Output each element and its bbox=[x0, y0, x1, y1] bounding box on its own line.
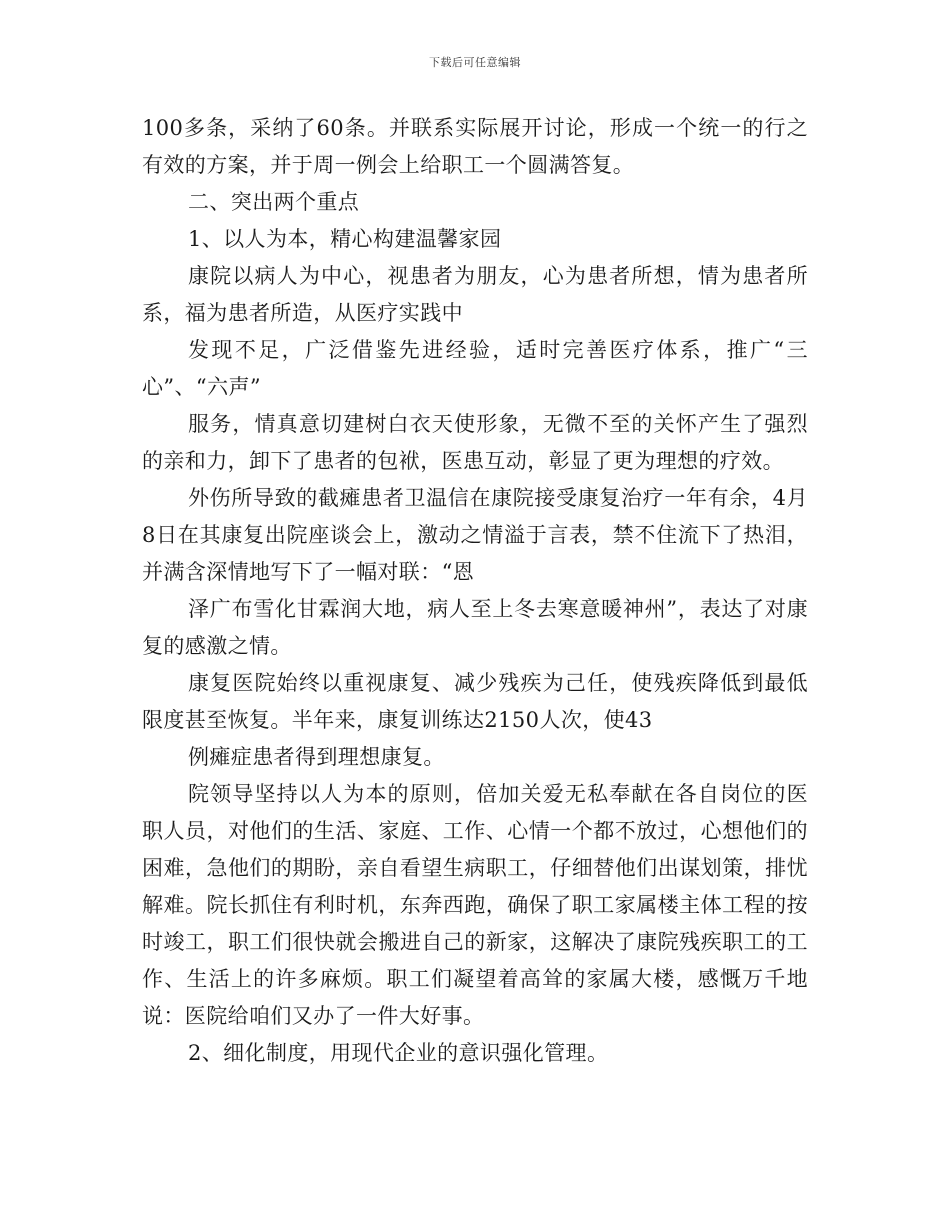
paragraph-1: 100多条，采纳了60条。并联系实际展开讨论，形成一个统一的行之有效的方案，并于周一例会上给职工一个圆满答复。 bbox=[142, 116, 808, 177]
subheading-2-2: 2、细化制度，用现代企业的意识强化管理。 bbox=[188, 1041, 609, 1065]
paragraph-5: 发现不足，广泛借鉴先进经验，适时完善医疗体系，推广“三心”、“六声” bbox=[142, 338, 808, 399]
page-header: 下载后可任意编辑 bbox=[429, 56, 521, 69]
paragraph-6: 服务，情真意切建树白衣天使形象，无微不至的关怀产生了强烈的亲和力，卸下了患者的包袱，医患互动，彰显了更为理想的疗效。 bbox=[142, 412, 808, 473]
paragraph-11: 院领导坚持以人为本的原则，倍加关爱无私奉献在各自岗位的医职人员，对他们的生活、家庭、工作、心情一个都不放过，心想他们的困难，急他们的期盼，亲自看望生病职工，仔细替他们出谋划策，排忧解难。院长抓住有利时机，东奔西跑，确保了职工家属楼主体工程的按时竣工，职工们很快就会搬进自己的新家，这解决了康院残疾职工的工作、生活上的许多麻烦。职工们凝望着高耸的家属大楼，感慨万千地说：医院给咱们又办了一件大好事。 bbox=[142, 782, 808, 1028]
paragraph-8: 泽广布雪化甘霖润大地，病人至上冬去寒意暖神州”，表达了对康复的感激之情。 bbox=[142, 597, 808, 658]
paragraph-4: 康院以病人为中心，视患者为朋友，心为患者所想，情为患者所系，福为患者所造，从医疗实践中 bbox=[142, 264, 808, 325]
paragraph-10: 例瘫症患者得到理想康复。 bbox=[188, 745, 445, 769]
paragraph-7: 外伤所导致的截瘫患者卫温信在康院接受康复治疗一年有余，4月8日在其康复出院座谈会上，激动之情溢于言表，禁不住流下了热泪，并满含深情地写下了一幅对联：“恩 bbox=[142, 486, 808, 584]
paragraph-9: 康复医院始终以重视康复、减少残疾为己任，使残疾降低到最低限度甚至恢复。半年来，康复训练达2150人次，使43 bbox=[142, 671, 808, 732]
section-heading-2: 二、突出两个重点 bbox=[188, 190, 360, 214]
subheading-2-1: 1、以人为本，精心构建温馨家园 bbox=[188, 227, 502, 251]
document-body bbox=[142, 110, 808, 1072]
